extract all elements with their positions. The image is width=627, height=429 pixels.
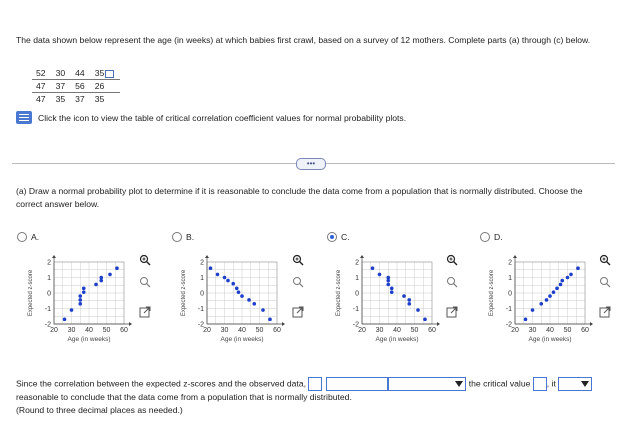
correlation-input[interactable] bbox=[308, 377, 322, 391]
data-point bbox=[416, 308, 420, 312]
y-tick-label: -1 bbox=[352, 306, 359, 313]
critical-table-link: Click the icon to view the table of critical correlation coefficient values for normal probability plots. bbox=[38, 113, 407, 123]
x-tick-label: 60 bbox=[273, 327, 281, 334]
data-point bbox=[390, 287, 394, 291]
x-tick-label: 30 bbox=[67, 327, 76, 334]
option-d-label: D. bbox=[494, 232, 503, 242]
conclusion-select[interactable] bbox=[558, 377, 592, 391]
chevron-down-icon bbox=[581, 381, 589, 387]
y-tick-label: 2 bbox=[508, 259, 512, 267]
plot-d bbox=[481, 252, 601, 352]
x-tick-label: 60 bbox=[120, 327, 128, 334]
table-cell: 35 bbox=[55, 94, 66, 104]
data-point bbox=[240, 294, 244, 298]
x-axis-label: Age (in weeks) bbox=[220, 336, 264, 343]
y-tick-label: -1 bbox=[197, 306, 204, 313]
table-cell: 47 bbox=[32, 80, 52, 93]
data-point bbox=[78, 298, 82, 302]
data-point bbox=[386, 279, 390, 283]
y-tick-label: -2 bbox=[197, 321, 204, 329]
plot-c bbox=[328, 252, 448, 352]
table-icon[interactable] bbox=[16, 111, 32, 124]
data-point bbox=[539, 302, 543, 306]
data-point bbox=[94, 283, 98, 287]
y-axis-label: Expected z-score bbox=[28, 269, 34, 317]
x-axis-arrow bbox=[282, 322, 285, 326]
data-point bbox=[390, 290, 394, 294]
expand-icon[interactable] bbox=[139, 306, 151, 318]
table-cell: 35 bbox=[91, 67, 121, 80]
answer-area bbox=[16, 377, 616, 417]
table-row bbox=[32, 80, 120, 93]
table-row bbox=[32, 67, 120, 80]
y-axis-arrow bbox=[52, 255, 56, 258]
option-b-label: B. bbox=[186, 232, 195, 242]
comparison-select[interactable] bbox=[326, 377, 388, 391]
y-tick-label: 1 bbox=[355, 275, 359, 282]
option-c-radio[interactable] bbox=[327, 232, 337, 242]
option-d-radio[interactable] bbox=[480, 232, 490, 242]
zoom-in-icon[interactable] bbox=[599, 254, 611, 266]
rounding-note: (Round to three decimal places as needed.) bbox=[16, 405, 183, 415]
y-tick-label: 0 bbox=[47, 290, 51, 298]
x-tick-label: 20 bbox=[358, 327, 366, 334]
y-tick-label: 2 bbox=[355, 259, 359, 267]
x-tick-label: 30 bbox=[528, 327, 537, 334]
data-point bbox=[252, 302, 256, 306]
expand-icon[interactable] bbox=[446, 306, 458, 318]
x-tick-label: 50 bbox=[255, 327, 264, 334]
data-point bbox=[209, 266, 213, 270]
y-axis-arrow bbox=[513, 255, 517, 258]
data-point bbox=[548, 294, 552, 298]
x-tick-label: 50 bbox=[563, 327, 572, 334]
y-tick-label: -2 bbox=[352, 321, 359, 329]
x-tick-label: 50 bbox=[102, 327, 111, 334]
table-cell: 37 bbox=[52, 80, 72, 93]
y-tick-label: -1 bbox=[505, 306, 512, 313]
comparison-select-arrow[interactable] bbox=[388, 377, 466, 391]
x-axis-label: Age (in weeks) bbox=[528, 336, 572, 343]
data-point bbox=[407, 298, 411, 302]
data-point bbox=[247, 298, 251, 302]
x-tick-label: 20 bbox=[511, 327, 519, 334]
data-point bbox=[560, 279, 564, 283]
copy-data-icon[interactable] bbox=[105, 70, 114, 78]
table-cell: 52 bbox=[32, 67, 52, 80]
data-point bbox=[226, 279, 230, 283]
x-tick-label: 20 bbox=[203, 327, 211, 334]
y-tick-label: 1 bbox=[47, 275, 51, 282]
table-cell: 47 bbox=[36, 94, 46, 104]
x-tick-label: 30 bbox=[375, 327, 384, 334]
answer-text-2: the critical value bbox=[468, 378, 531, 389]
zoom-out-icon[interactable] bbox=[446, 276, 458, 288]
y-axis-label: Expected z-score bbox=[181, 269, 187, 317]
zoom-in-icon[interactable] bbox=[292, 254, 304, 266]
data-point bbox=[545, 298, 549, 302]
data-point bbox=[235, 287, 239, 291]
y-axis-arrow bbox=[360, 255, 364, 258]
data-point bbox=[63, 318, 67, 322]
data-table bbox=[32, 67, 120, 105]
y-tick-label: -2 bbox=[44, 321, 51, 329]
data-point bbox=[576, 266, 580, 270]
data-point bbox=[70, 308, 74, 312]
plot-b bbox=[173, 252, 293, 352]
y-axis-label: Expected z-score bbox=[489, 269, 495, 317]
data-point bbox=[223, 276, 227, 280]
data-point bbox=[524, 318, 528, 322]
table-cell: 26 bbox=[91, 80, 121, 93]
zoom-out-icon[interactable] bbox=[599, 276, 611, 288]
answer-text-1: Since the correlation between the expected z-scores and the observed data, bbox=[16, 378, 306, 389]
zoom-in-icon[interactable] bbox=[139, 254, 151, 266]
data-point bbox=[407, 302, 411, 306]
data-point bbox=[423, 318, 427, 322]
table-cell: 35 bbox=[94, 94, 105, 104]
x-tick-label: 40 bbox=[546, 327, 554, 334]
data-point bbox=[378, 273, 382, 277]
y-tick-label: 1 bbox=[200, 275, 204, 282]
data-point bbox=[237, 290, 241, 294]
table-cell: 56 bbox=[71, 80, 91, 93]
plot-a bbox=[20, 252, 140, 352]
x-tick-label: 40 bbox=[393, 327, 401, 334]
data-point bbox=[569, 273, 573, 277]
zoom-out-icon[interactable] bbox=[139, 276, 151, 288]
table-cell: 44 bbox=[71, 67, 91, 80]
data-point bbox=[402, 294, 406, 298]
zoom-out-icon[interactable] bbox=[292, 276, 304, 288]
table-cell: 37 bbox=[75, 94, 85, 104]
x-tick-label: 40 bbox=[238, 327, 246, 334]
x-tick-label: 50 bbox=[410, 327, 419, 334]
data-point bbox=[261, 308, 265, 312]
data-point bbox=[386, 283, 390, 287]
y-tick-label: 0 bbox=[355, 290, 359, 298]
data-point bbox=[78, 302, 82, 306]
chevron-down-icon bbox=[455, 381, 463, 387]
x-tick-label: 60 bbox=[428, 327, 436, 334]
table-row bbox=[32, 93, 120, 106]
y-tick-label: 1 bbox=[508, 275, 512, 282]
data-point bbox=[82, 287, 86, 291]
x-axis-label: Age (in weeks) bbox=[67, 336, 111, 343]
data-point bbox=[78, 294, 82, 298]
table-cell: 30 bbox=[52, 67, 72, 80]
x-tick-label: 40 bbox=[85, 327, 93, 334]
option-b-radio[interactable] bbox=[172, 232, 182, 242]
option-c-label: C. bbox=[341, 232, 350, 242]
data-point bbox=[99, 279, 103, 283]
x-tick-label: 30 bbox=[220, 327, 229, 334]
y-tick-label: 0 bbox=[508, 290, 512, 298]
y-tick-label: -2 bbox=[505, 321, 512, 329]
x-axis-arrow bbox=[590, 322, 593, 326]
y-tick-label: 2 bbox=[47, 259, 51, 267]
question-text: (a) Draw a normal probability plot to determine if it is reasonable to conclude the data come from a population that is normally distributed. Choose the correct answer below. bbox=[16, 186, 583, 209]
data-point bbox=[559, 283, 563, 287]
data-point bbox=[555, 287, 559, 291]
answer-text-3: , it bbox=[546, 378, 556, 389]
y-tick-label: -1 bbox=[44, 306, 51, 313]
data-point bbox=[115, 266, 119, 270]
data-point bbox=[371, 266, 375, 270]
y-axis-label: Expected z-score bbox=[336, 269, 342, 317]
data-point bbox=[99, 276, 103, 280]
answer-text-line2: reasonable to conclude that the data come from a population that is normally distributed. bbox=[16, 392, 352, 402]
critical-value-input[interactable] bbox=[533, 377, 547, 391]
intro-text: The data shown below represent the age (in weeks) at which babies first crawl, based on a survey of 12 mothers. Complete parts (a) through (c) below. bbox=[16, 35, 591, 45]
data-point bbox=[386, 276, 390, 280]
more-button[interactable]: ••• bbox=[296, 158, 326, 170]
data-point bbox=[552, 290, 556, 294]
x-tick-label: 20 bbox=[50, 327, 58, 334]
data-point bbox=[216, 273, 220, 277]
x-tick-label: 60 bbox=[581, 327, 589, 334]
data-point bbox=[268, 318, 272, 322]
x-axis-arrow bbox=[129, 322, 132, 326]
expand-icon[interactable] bbox=[292, 306, 304, 318]
x-axis-label: Age (in weeks) bbox=[375, 336, 419, 343]
zoom-in-icon[interactable] bbox=[446, 254, 458, 266]
data-point bbox=[566, 276, 570, 280]
x-axis-arrow bbox=[437, 322, 440, 326]
option-a-label: A. bbox=[31, 232, 40, 242]
data-point bbox=[231, 282, 235, 286]
y-tick-label: 2 bbox=[200, 259, 204, 267]
y-axis-arrow bbox=[205, 255, 209, 258]
data-point bbox=[531, 308, 535, 312]
y-tick-label: 0 bbox=[200, 290, 204, 298]
expand-icon[interactable] bbox=[599, 306, 611, 318]
data-point bbox=[108, 273, 112, 277]
data-point bbox=[82, 290, 86, 294]
option-a-radio[interactable] bbox=[17, 232, 27, 242]
